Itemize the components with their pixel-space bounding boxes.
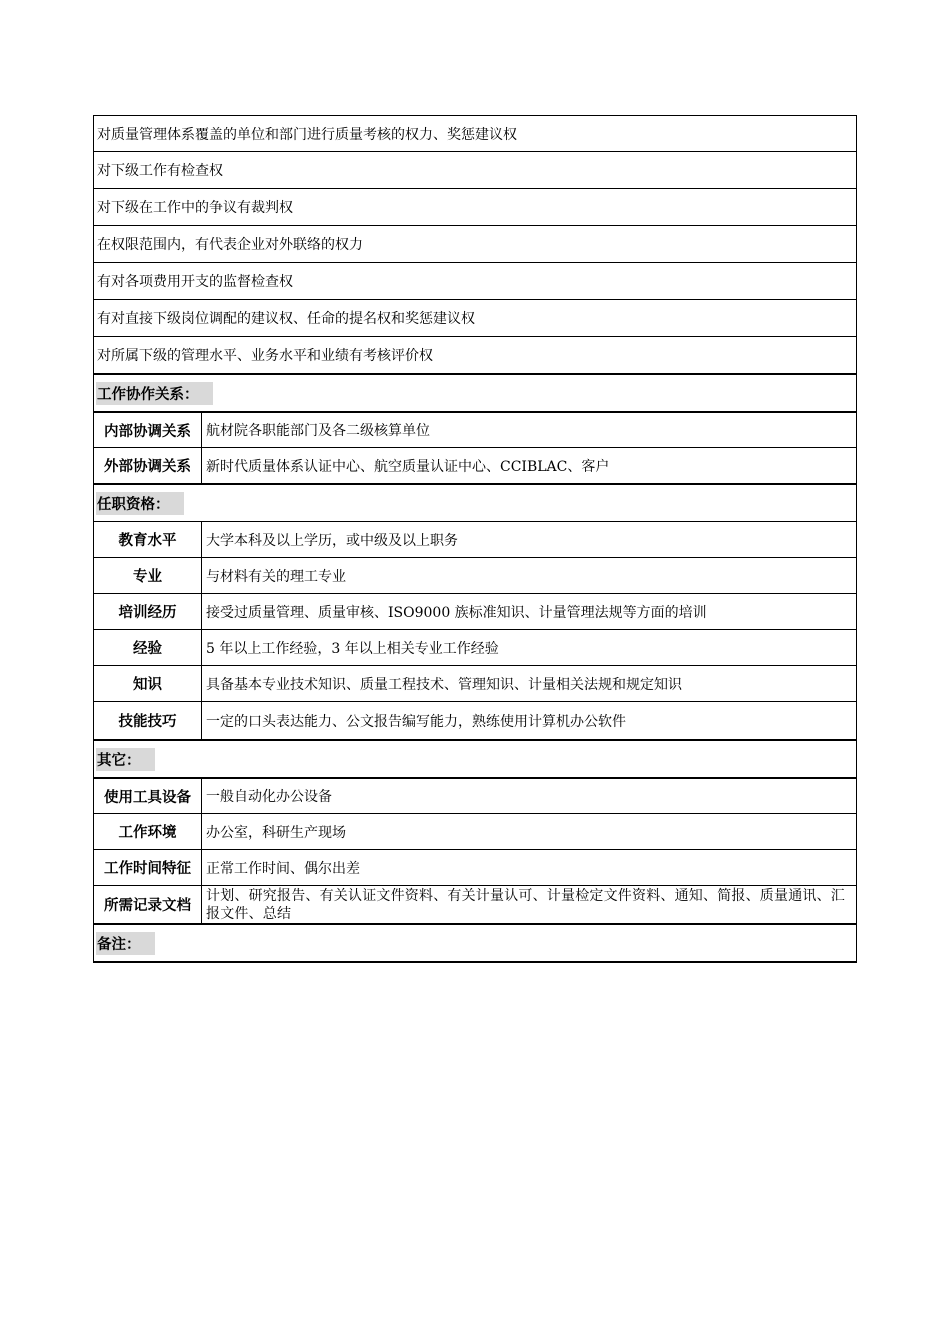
internal-coordination-value: 航材院各职能部门及各二级核算单位 [206, 423, 430, 439]
major-row [93, 557, 857, 593]
remarks-heading: 备注： [96, 932, 155, 955]
job-description-table [93, 115, 857, 963]
skills-value: 一定的口头表达能力、公文报告编写能力，熟练使用计算机办公软件 [206, 713, 626, 730]
authority-item: 对所属下级的管理水平、业务水平和业绩有考核评价权 [97, 348, 433, 364]
tools-value: 一般自动化办公设备 [206, 789, 332, 805]
authority-row [93, 188, 857, 225]
education-label: 教育水平 [94, 522, 202, 557]
authority-row [93, 225, 857, 262]
skills-row [93, 701, 857, 739]
authority-item: 有对直接下级岗位调配的建议权、任命的提名权和奖惩建议权 [97, 311, 475, 327]
records-row [93, 885, 857, 923]
tools-row [93, 777, 857, 813]
training-row [93, 593, 857, 629]
qualification-heading: 任职资格： [96, 492, 184, 515]
training-value: 接受过质量管理、质量审核、ISO9000 族标准知识、计量管理法规等方面的培训 [206, 604, 707, 621]
external-coordination-row [93, 447, 857, 483]
knowledge-row [93, 665, 857, 701]
authority-item: 对下级工作有检查权 [97, 163, 223, 179]
authority-item: 对下级在工作中的争议有裁判权 [97, 200, 293, 216]
education-value: 大学本科及以上学历，或中级及以上职务 [206, 532, 458, 549]
authority-row [93, 115, 857, 151]
authority-row [93, 336, 857, 373]
other-heading: 其它： [96, 748, 155, 771]
authority-row [93, 151, 857, 188]
education-row [93, 521, 857, 557]
internal-coordination-row [93, 411, 857, 447]
internal-coordination-label: 内部协调关系 [94, 413, 202, 447]
authority-row [93, 299, 857, 336]
cooperation-section-header [93, 373, 857, 411]
experience-row [93, 629, 857, 665]
knowledge-value: 具备基本专业技术知识、质量工程技术、管理知识、计量相关法规和规定知识 [206, 676, 682, 693]
skills-label: 技能技巧 [94, 702, 202, 739]
records-label: 所需记录文档 [94, 886, 202, 923]
environment-label: 工作环境 [94, 814, 202, 849]
other-section-header [93, 739, 857, 777]
authority-item: 有对各项费用开支的监督检查权 [97, 274, 293, 290]
training-label: 培训经历 [94, 594, 202, 629]
environment-row [93, 813, 857, 849]
knowledge-label: 知识 [94, 666, 202, 701]
cooperation-heading: 工作协作关系： [96, 382, 213, 405]
major-label: 专业 [94, 558, 202, 593]
authority-item: 对质量管理体系覆盖的单位和部门进行质量考核的权力、奖惩建议权 [97, 126, 517, 143]
environment-value: 办公室，科研生产现场 [206, 824, 346, 841]
work-time-label: 工作时间特征 [94, 850, 202, 885]
external-coordination-label: 外部协调关系 [94, 448, 202, 483]
records-value: 计划、研究报告、有关认证文件资料、有关计量认可、计量检定文件资料、通知、简报、质量通讯、汇报文件、总结 [206, 887, 845, 922]
major-value: 与材料有关的理工专业 [206, 568, 346, 585]
experience-label: 经验 [94, 630, 202, 665]
authority-item: 在权限范围内，有代表企业对外联络的权力 [97, 237, 363, 253]
work-time-row [93, 849, 857, 885]
authority-row [93, 262, 857, 299]
external-coordination-value: 新时代质量体系认证中心、航空质量认证中心、CCIBLAC、客户 [206, 458, 610, 475]
tools-label: 使用工具设备 [94, 779, 202, 813]
work-time-value: 正常工作时间、偶尔出差 [206, 860, 360, 877]
experience-value: 5 年以上工作经验，3 年以上相关专业工作经验 [206, 640, 499, 657]
remarks-section-header [93, 923, 857, 963]
qualification-section-header [93, 483, 857, 521]
